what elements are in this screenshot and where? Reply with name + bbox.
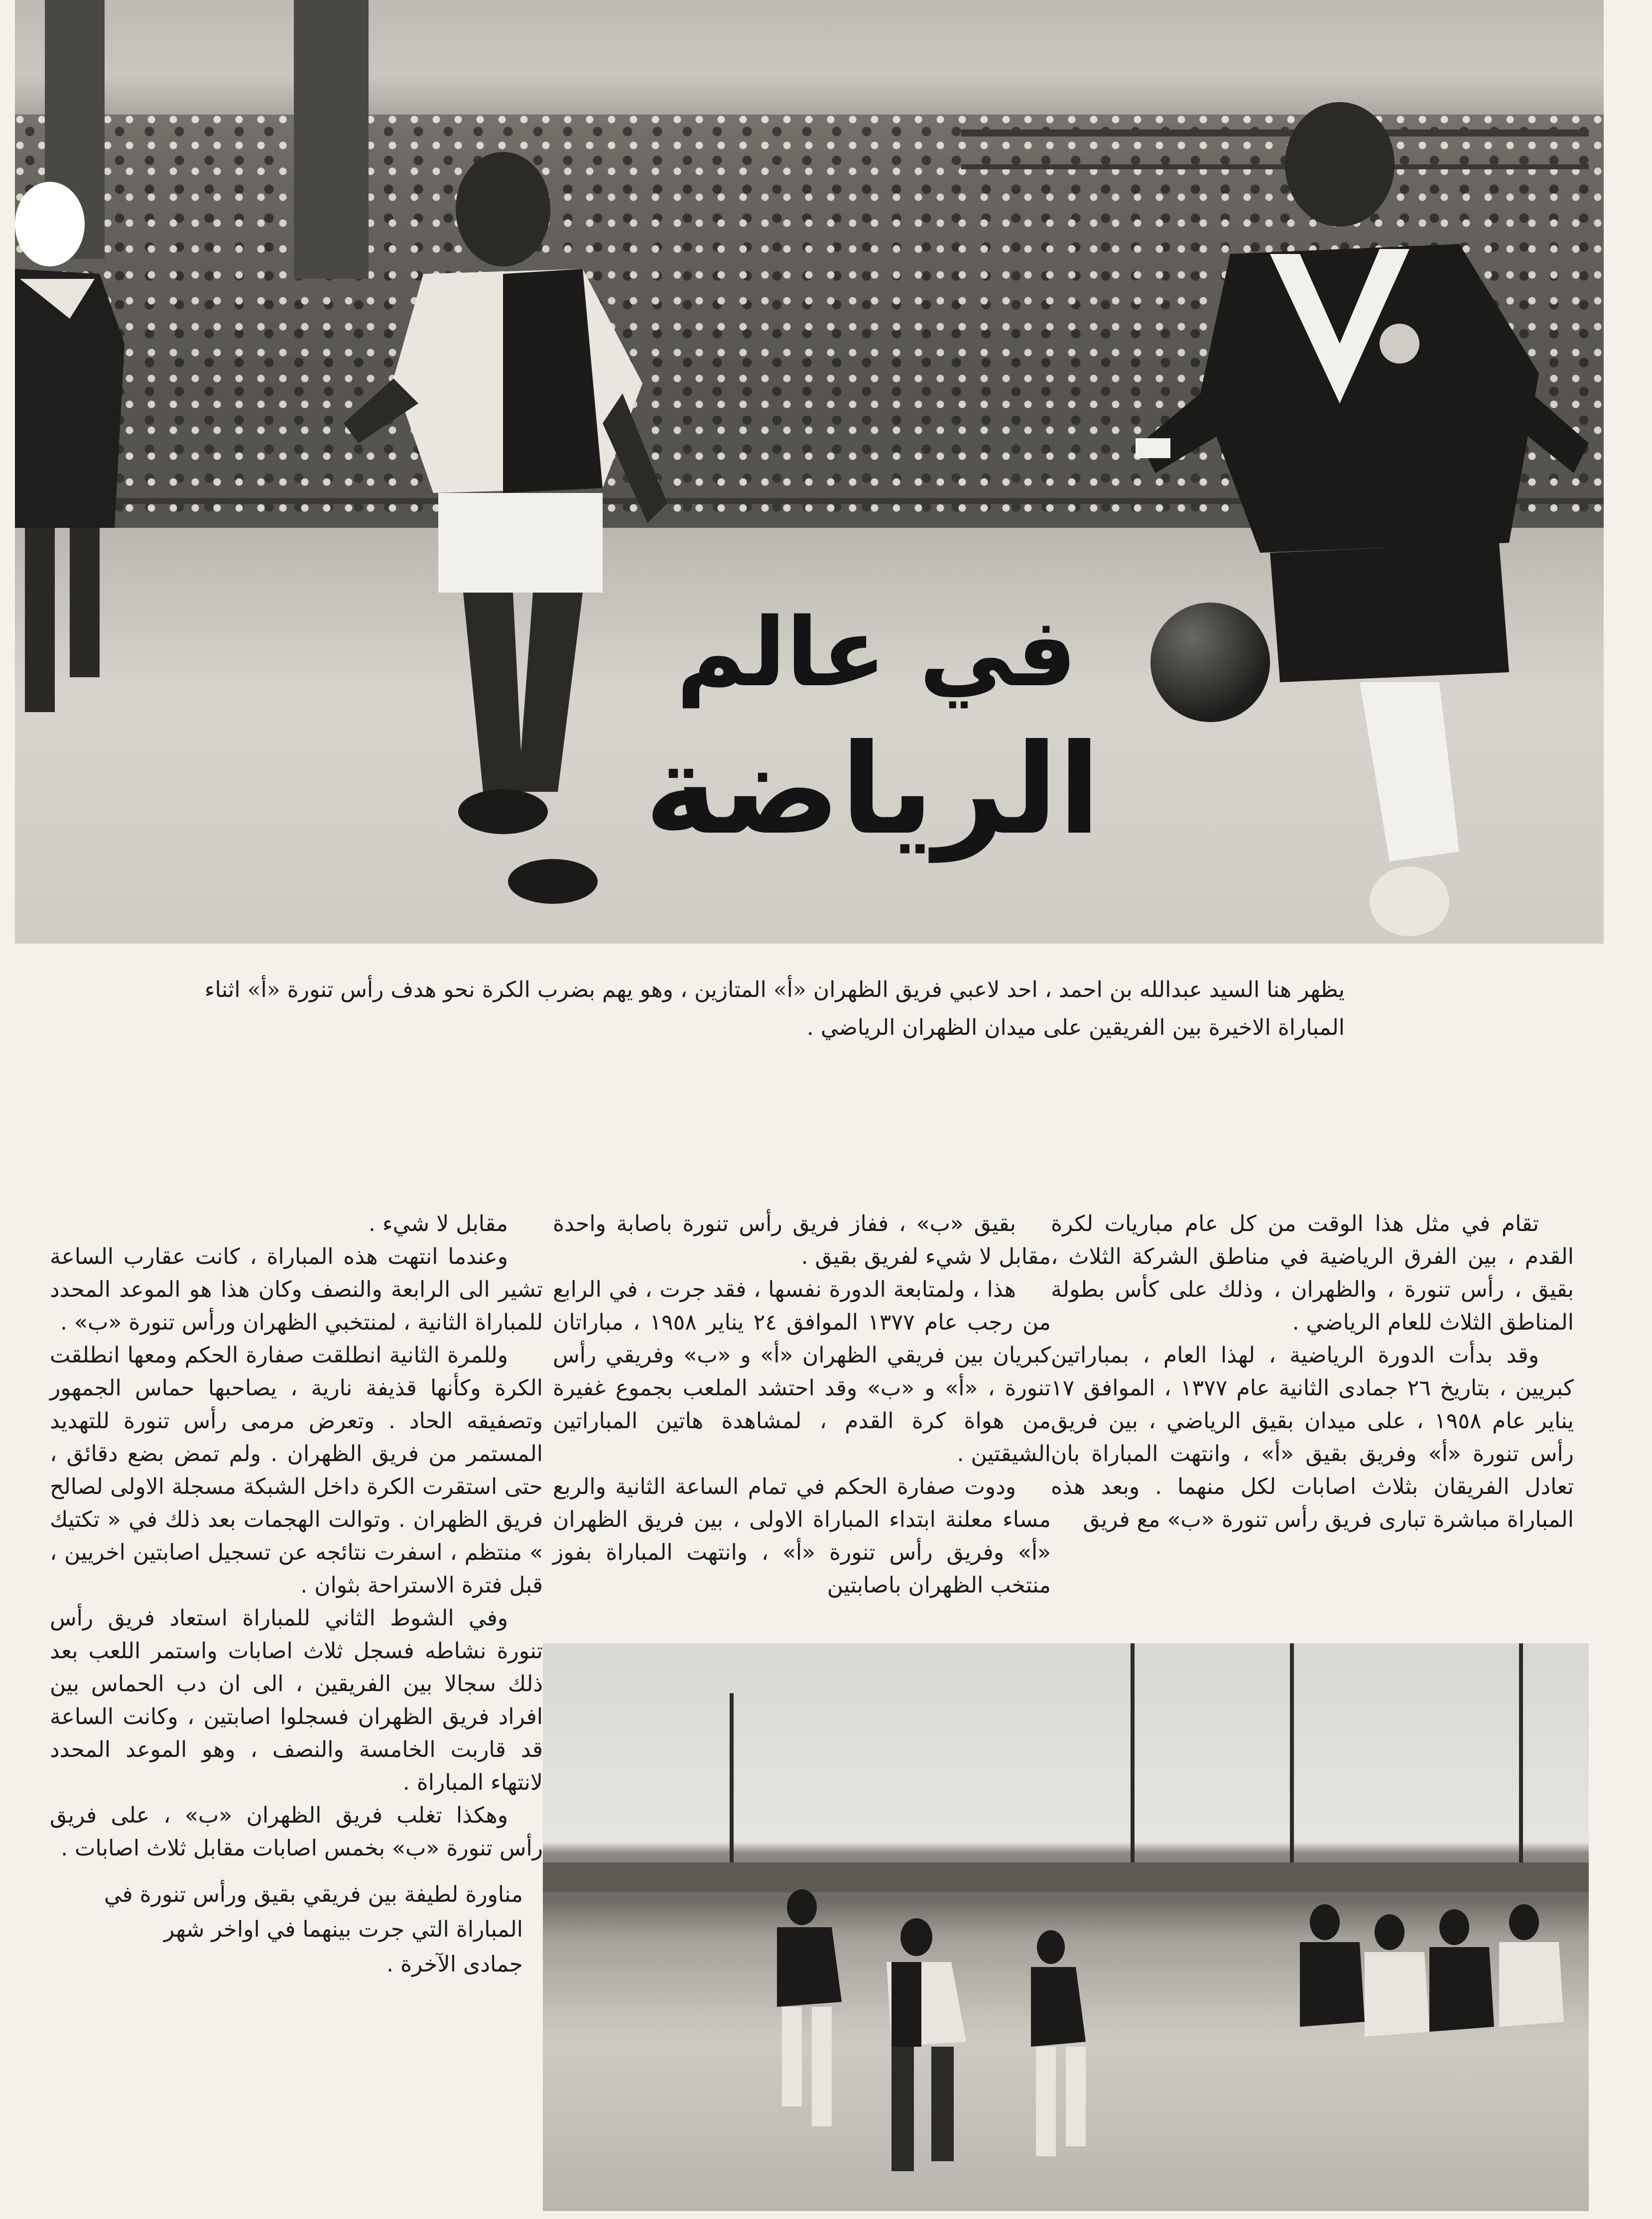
section-title-line2: الرياضة <box>644 717 1101 862</box>
paragraph: بقيق «ب» ، ففاز فريق رأس تنورة باصابة واحدة مقابل لا شيء لفريق بقيق . <box>553 1211 1051 1269</box>
paragraph: مقابل لا شيء . <box>368 1211 508 1236</box>
top-photo-caption: يظهر هنا السيد عبدالله بن احمد ، احد لاعبي فريق الظهران «أ» المتازين ، وهو يهم بضرب الكرة نحو هدف رأس تنورة «أ» اثناء المباراة الاخيرة بين الفريقين على ميدان الظهران الرياضي . <box>204 977 1345 1040</box>
player-right <box>1081 95 1604 944</box>
article-column-left <box>50 1208 543 1865</box>
article-column-middle <box>553 1208 1051 1602</box>
paragraph: وقد بدأت الدورة الرياضية ، لهذا العام ، بمباراتين كبريين ، بتاريخ ٢٦ جمادى الثانية عام ١٣٧٧ ، الموافق ١٧ يناير عام ١٩٥٨ ، على ميدان بقيق الرياضي ، بين فريق رأس تنورة «أ» وفريق بقيق «أ» ، وانتهت المباراة بان تعادل الفريقان بثلاث اصابات لكل منهما . وبعد هذه المباراة مباشرة تبارى فريق رأس تنورة «ب» مع فريق <box>1051 1343 1574 1532</box>
football <box>1150 603 1270 722</box>
paragraph: تقام في مثل هذا الوقت من كل عام مباريات لكرة القدم ، بين الفرق الرياضية في مناطق الشركة الثلاث ، بقيق ، رأس تنورة ، والظهران ، وذلك على كأس بطولة المناطق الثلاث للعام الرياضي . <box>1051 1211 1574 1335</box>
bottom-photo <box>543 1643 1589 2211</box>
paragraph: ودوت صفارة الحكم في تمام الساعة الثانية والربع مساء معلنة ابتداء المباراة الاولى ، بين فريق الظهران «أ» وفريق رأس تنورة «أ» ، وانتهت المباراة بفوز منتخب الظهران باصابتين <box>553 1474 1051 1598</box>
top-photo <box>15 0 1604 944</box>
players-group <box>543 1643 1589 2211</box>
section-title-line1: في عالم <box>676 598 1077 708</box>
paragraph: وفي الشوط الثاني للمباراة استعاد فريق رأس تنورة نشاطه فسجل ثلاث اصابات واستمر اللعب بعد ذلك سجالا بين الفريقين ، الى ان دب الحماس بين افراد فريق الظهران فسجلوا اصابتين ، وكانت الساعة قد قاربت الخامسة والنصف ، وهو الموعد المحدد لانتهاء المباراة . <box>50 1605 543 1795</box>
bottom-photo-caption: مناورة لطيفة بين فريقي بقيق ورأس تنورة في المباراة التي جرت بينهما في اواخر شهر جمادى الآخرة . <box>104 1882 523 1977</box>
paragraph: وللمرة الثانية انطلقت صفارة الحكم ومعها انطلقت الكرة وكأنها قذيفة نارية ، يصاحبها حماس الجمهور وتصفيقه الحاد . وتعرض مرمى رأس تنورة للتهديد المستمر من فريق الظهران . ولم تمض بضع دقائق ، حتى استقرت الكرة داخل الشبكة مسجلة الاولى لصالح فريق الظهران . وتوالت الهجمات بعد ذلك في « تكتيك » منتظم ، اسفرت نتائجه عن تسجيل اصابتين اخريين ، قبل فترة الاستراحة بثوان . <box>50 1343 543 1598</box>
paragraph: هذا ، ولمتابعة الدورة نفسها ، فقد جرت ، في الرابع من رجب عام ١٣٧٧ الموافق ٢٤ يناير ١٩٥٨ ، مباراتان كبريان بين فريقي الظهران «أ» و «ب» وفريقي رأس تنورة ، «أ» و «ب» وقد احتشد الملعب بجموع غفيرة من هواة كرة القدم ، لمشاهدة هاتين المباراتين الشيقتين . <box>553 1277 1051 1467</box>
article-column-right <box>1051 1208 1574 1536</box>
paragraph: وهكذا تغلب فريق الظهران «ب» ، على فريق رأس تنورة «ب» بخمس اصابات مقابل ثلاث اصابات . <box>50 1803 543 1861</box>
paragraph: وعندما انتهت هذه المباراة ، كانت عقارب الساعة تشير الى الرابعة والنصف وكان هذا هو الموعد المحدد للمباراة الثانية ، لمنتخبي الظهران ورأس تنورة «ب» . <box>50 1244 543 1335</box>
player-left-edge <box>15 179 134 737</box>
